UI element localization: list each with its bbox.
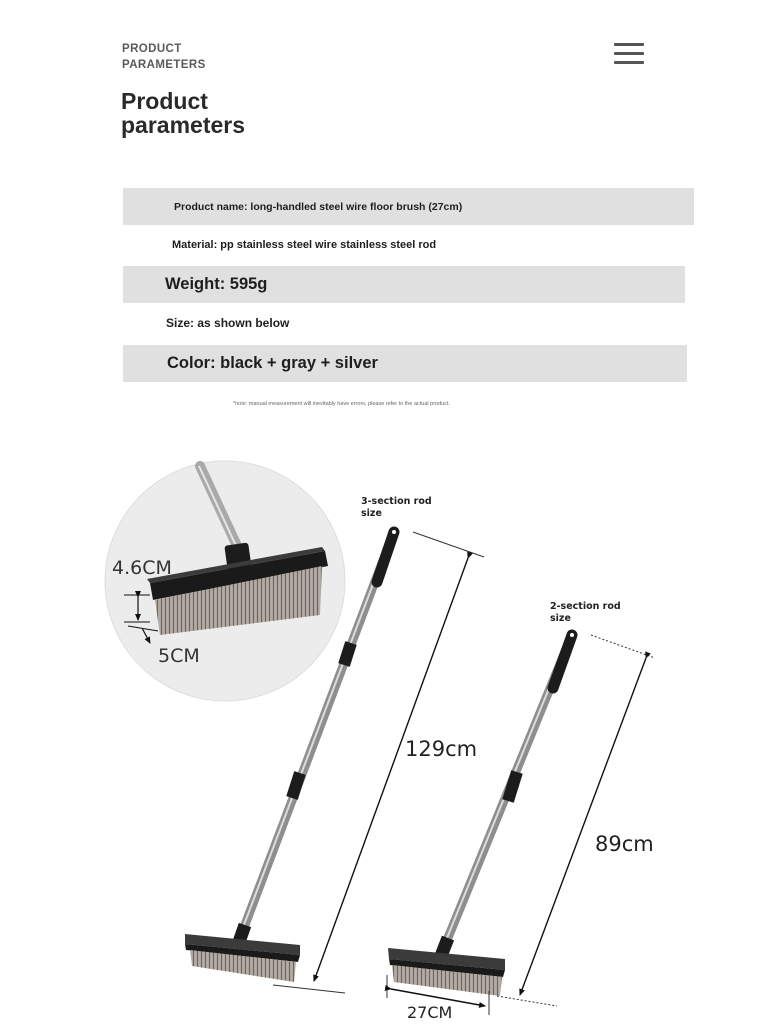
title-line-1: Product bbox=[121, 88, 208, 114]
bristle-height-label: 4.6CM bbox=[112, 557, 172, 579]
param-text: Weight: 595g bbox=[165, 275, 268, 293]
measurement-note: *note: manual measurement will inevitably have errors, please refer to the actual product. bbox=[232, 401, 451, 407]
bristle-depth-label: 5CM bbox=[158, 645, 200, 667]
rod3-label-line1: 3-section rod bbox=[361, 496, 432, 507]
head-width-label: 27CM bbox=[407, 1003, 453, 1022]
rod2-length-label: 89cm bbox=[595, 832, 654, 856]
param-text: Product name: long-handled steel wire floor brush (27cm) bbox=[174, 200, 463, 213]
rod3-length-label: 129cm bbox=[405, 737, 478, 761]
kicker-line-2: PARAMETERS bbox=[122, 59, 206, 71]
rod3-label-line2: size bbox=[361, 508, 382, 519]
param-text: Material: pp stainless steel wire stainless steel rod bbox=[172, 238, 437, 251]
brush-head-closeup bbox=[105, 461, 345, 701]
kicker-line-1: PRODUCT bbox=[122, 43, 182, 55]
title-line-2: parameters bbox=[121, 112, 246, 138]
dimension-labels bbox=[361, 496, 654, 1022]
brush-2-section bbox=[388, 630, 577, 996]
rod2-label-line1: 2-section rod bbox=[550, 601, 621, 612]
param-text: Color: black + gray + silver bbox=[167, 354, 378, 372]
rod2-label-line2: size bbox=[550, 613, 571, 624]
param-text: Size: as shown below bbox=[166, 315, 290, 330]
